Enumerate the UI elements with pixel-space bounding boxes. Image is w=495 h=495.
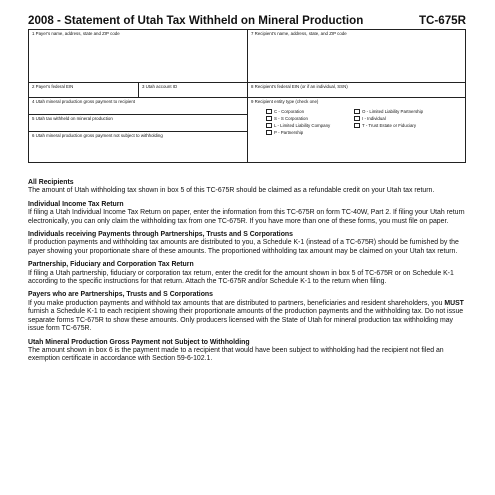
box-5-label: 5 Utah tax withheld on mineral production bbox=[32, 116, 113, 121]
checkbox-l[interactable] bbox=[266, 123, 272, 128]
box-7-recipient-name[interactable] bbox=[248, 30, 465, 83]
section-heading: Payers who are Partnerships, Trusts and S Corporations bbox=[28, 291, 213, 299]
form-grid bbox=[28, 29, 466, 163]
checkbox-s[interactable] bbox=[266, 116, 272, 121]
checkbox-t[interactable] bbox=[354, 123, 360, 128]
section-body: If filing a Utah Individual Income Tax Return on paper, enter the information from this TC-675R on form TC-40W, Part 2. If filing your Utah return electronically, you can only claim the withholding tax from one TC-675R. If you have more than one of these forms, you must file on paper. bbox=[28, 209, 465, 225]
entity-option-t[interactable]: T - Trust Estate or Fiduciary bbox=[354, 123, 416, 128]
box-3-utah-account-id[interactable] bbox=[139, 83, 248, 98]
entity-option-p[interactable]: P - Partnership bbox=[266, 130, 303, 135]
checkbox-p[interactable] bbox=[266, 130, 272, 135]
box-6-label: 6 Utah mineral production gross payment not subject to withholding bbox=[32, 133, 163, 138]
box-4-gross-payment[interactable] bbox=[29, 98, 248, 115]
box-2-payer-ein[interactable] bbox=[29, 83, 139, 98]
form-header bbox=[28, 14, 466, 30]
checkbox-o[interactable] bbox=[354, 109, 360, 114]
box-9-label: 9 Recipient entity type (check one) bbox=[251, 99, 319, 104]
box-8-label: 8 Recipient's federal EIN (or if an individual, SSN) bbox=[251, 84, 348, 89]
box-5-tax-withheld[interactable] bbox=[29, 115, 248, 132]
box-1-payer-name[interactable] bbox=[29, 30, 248, 83]
section-body: If filing a Utah partnership, fiduciary or corporation tax return, enter the credit for the amount shown in box 5 of TC-675R or on Schedule K-1 according to the specific instructions for that return. Attach the TC-675R and/or Schedule K-1 to the return when filing. bbox=[28, 269, 454, 286]
box-9-entity-type bbox=[248, 98, 465, 162]
emphasis-must: MUST bbox=[444, 299, 464, 307]
section-heading: Individuals receiving Payments through Partnerships, Trusts and S Corporations bbox=[28, 231, 293, 239]
section-body: The amount of Utah withholding tax shown in box 5 of this TC-675R should be claimed as a refundable credit on your Utah tax return. bbox=[28, 187, 435, 195]
section-body: If you make production payments and withhold tax amounts that are distributed to partners, beneficiaries and resident shareholders, you MUST furnish a Schedule K-1 to each recipient showing their proportionate amounts of the production payments and the withholding tax. Do not issue separate forms TC-675R to show these amounts. Only producers licensed with the State of Utah for mineral production tax withholding may issue form TC-675R. bbox=[28, 299, 464, 333]
form-title: 2008 - Statement of Utah Tax Withheld on Mineral Production bbox=[28, 14, 364, 27]
box-7-label: 7 Recipient's name, address, state, and ZIP code bbox=[251, 31, 347, 36]
box-2-label: 2 Payer's federal EIN bbox=[32, 84, 74, 89]
entity-option-c[interactable]: C - Corporation bbox=[266, 109, 304, 114]
section-body: The amount shown in box 6 is the payment made to a recipient that would have been subject to withholding had the recipient not filed an exemption certificate in accordance with Section 59-6-102.1. bbox=[28, 346, 444, 363]
entity-option-i[interactable]: I - Individual bbox=[354, 116, 386, 121]
entity-option-l[interactable]: L - Limited Liability Company bbox=[266, 123, 330, 128]
form-number: TC-675R bbox=[418, 14, 466, 27]
checkbox-i[interactable] bbox=[354, 116, 360, 121]
section-heading: Partnership, Fiduciary and Corporation Tax Return bbox=[28, 261, 194, 269]
entity-option-s[interactable]: S - S Corporation bbox=[266, 116, 308, 121]
box-3-label: 3 Utah account ID bbox=[142, 84, 178, 89]
box-6-payment-not-withheld[interactable] bbox=[29, 132, 248, 162]
box-4-label: 4 Utah mineral production gross payment to recipient bbox=[32, 99, 135, 104]
section-heading: Utah Mineral Production Gross Payment not Subject to Withholding bbox=[28, 338, 250, 346]
entity-option-o[interactable]: O - Limited Liability Partnership bbox=[354, 109, 423, 114]
section-heading: All Recipients bbox=[28, 179, 74, 186]
box-1-label: 1 Payer's name, address, state and ZIP code bbox=[32, 31, 120, 36]
section-body: If production payments and withholding tax amounts are distributed to you, a Schedule K-1 (instead of a TC-675R) should be furnished by the payer showing your proportionate share of these amounts. The proportioned withholding tax amount may be claimed on your Utah tax return. bbox=[28, 239, 459, 255]
section-heading: Individual Income Tax Return bbox=[28, 200, 124, 208]
instructions bbox=[28, 179, 468, 369]
checkbox-c[interactable] bbox=[266, 109, 272, 114]
box-8-recipient-ein[interactable] bbox=[248, 83, 465, 98]
